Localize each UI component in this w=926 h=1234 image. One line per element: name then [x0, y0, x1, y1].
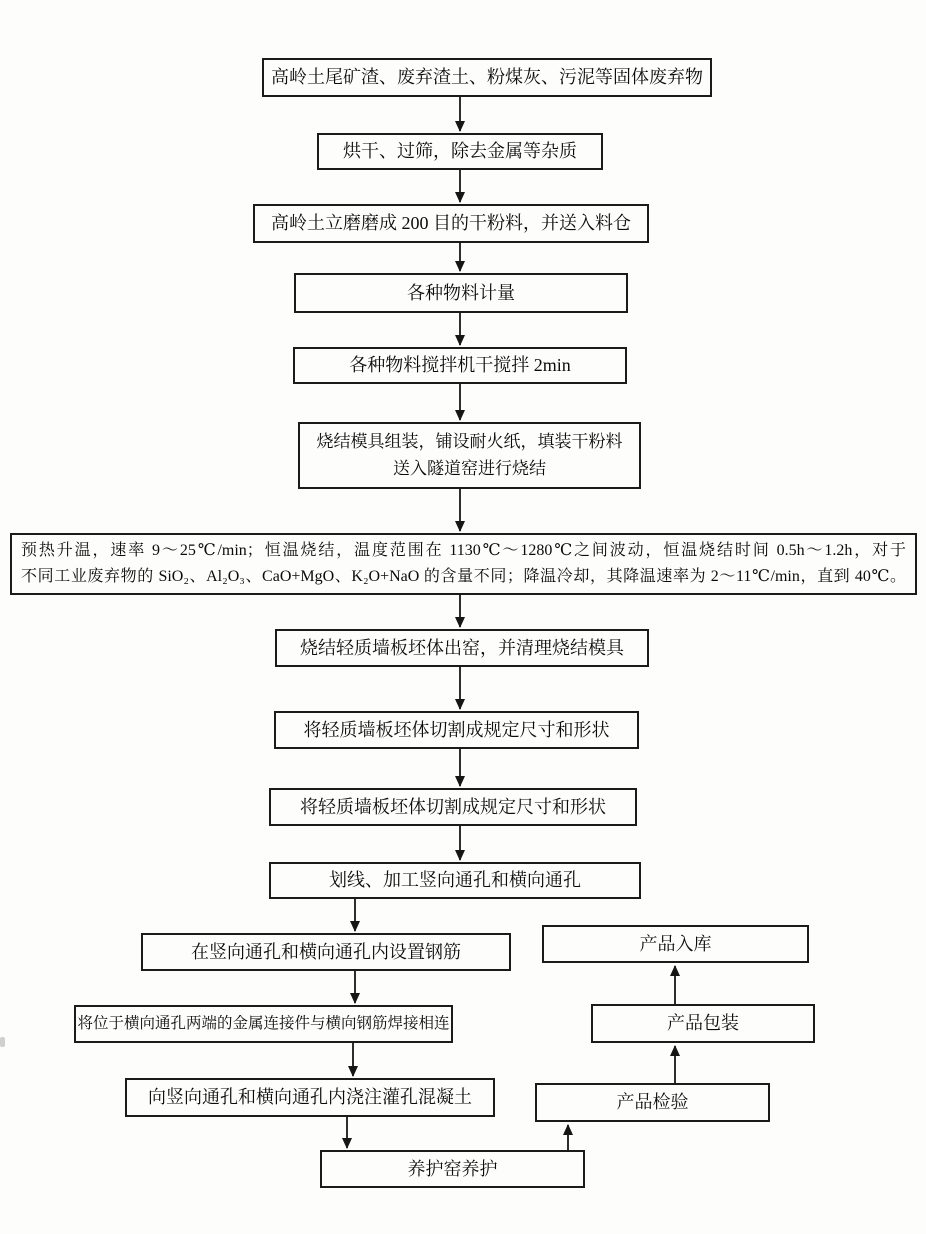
flow-step-kiln-out-cleaning-label: 烧结轻质墙板坯体出窑，并清理烧结模具: [300, 637, 624, 658]
flow-step-cutting-2-label: 将轻质墙板坯体切割成规定尺寸和形状: [300, 796, 606, 817]
flow-step-sintering-parameters-line2: 不同工业废弃物的 SiO₂、Al₂O₃、CaO+MgO、K₂O+NaO 的含量不同；降温冷却，其降温速率为 2～11℃/min，直到 40℃。: [21, 568, 906, 585]
flow-step-product-storage: [542, 925, 809, 963]
flow-step-rebar-placement: [141, 933, 511, 971]
flow-step-connector-welding: [74, 1005, 453, 1043]
flow-step-rebar-placement-label: 在竖向通孔和横向通孔内设置钢筋: [191, 941, 461, 962]
flow-step-dry-mixing: [293, 347, 627, 384]
flow-step-cutting-2: [269, 788, 637, 826]
flow-step-raw-materials: [262, 58, 712, 97]
flow-step-connector-welding-label: 将位于横向通孔两端的金属连接件与横向钢筋焊接相连: [77, 1015, 450, 1033]
flow-step-concrete-pouring: [125, 1078, 495, 1117]
flow-step-metering: [294, 273, 628, 313]
flow-step-drying-sieving-label: 烘干、过筛，除去金属等杂质: [343, 141, 577, 162]
flow-step-product-storage-label: 产品入库: [639, 933, 712, 954]
flow-step-mold-assembly-line1: 烧结模具组装，铺设耐火纸，填装干粉料: [316, 432, 623, 452]
flow-step-curing-kiln: [320, 1150, 585, 1188]
flow-step-scribing-holes: [269, 862, 641, 899]
flow-step-mold-assembly: [298, 422, 641, 489]
flow-step-grinding-label: 高岭土立磨磨成 200 目的干粉料，并送入料仓: [271, 213, 631, 234]
flow-step-mold-assembly-line2: 送入隧道窑进行烧结: [393, 458, 546, 478]
scan-smudge: [0, 1037, 5, 1047]
flow-step-curing-kiln-label: 养护窑养护: [407, 1158, 498, 1179]
flow-step-product-inspection: [535, 1083, 770, 1122]
flow-step-raw-materials-label: 高岭土尾矿渣、废弃渣土、粉煤灰、污泥等固体废弃物: [271, 67, 703, 88]
flow-step-dry-mixing-label: 各种物料搅拌机干搅拌 2min: [349, 355, 571, 376]
flow-step-sintering-parameters: [10, 533, 917, 595]
flow-step-product-packaging: [591, 1004, 815, 1043]
flow-step-cutting-1: [274, 711, 639, 749]
flow-step-product-packaging-label: 产品包装: [667, 1013, 739, 1034]
flow-step-kiln-out-cleaning: [275, 629, 649, 667]
flow-step-cutting-1-label: 将轻质墙板坯体切割成规定尺寸和形状: [303, 719, 610, 740]
flow-step-drying-sieving: [317, 133, 603, 170]
flow-step-metering-label: 各种物料计量: [407, 282, 515, 303]
flow-step-scribing-holes-label: 划线、加工竖向通孔和横向通孔: [329, 870, 581, 891]
flow-step-concrete-pouring-label: 向竖向通孔和横向通孔内浇注灌孔混凝土: [148, 1087, 472, 1108]
flow-step-sintering-parameters-line1: 预热升温，速率 9～25℃/min；恒温烧结，温度范围在 1130℃～1280℃之间波动，恒温烧结时间 0.5h～1.2h，对于: [21, 541, 906, 559]
flow-step-grinding: [253, 204, 649, 243]
flow-step-product-inspection-label: 产品检验: [616, 1092, 689, 1113]
